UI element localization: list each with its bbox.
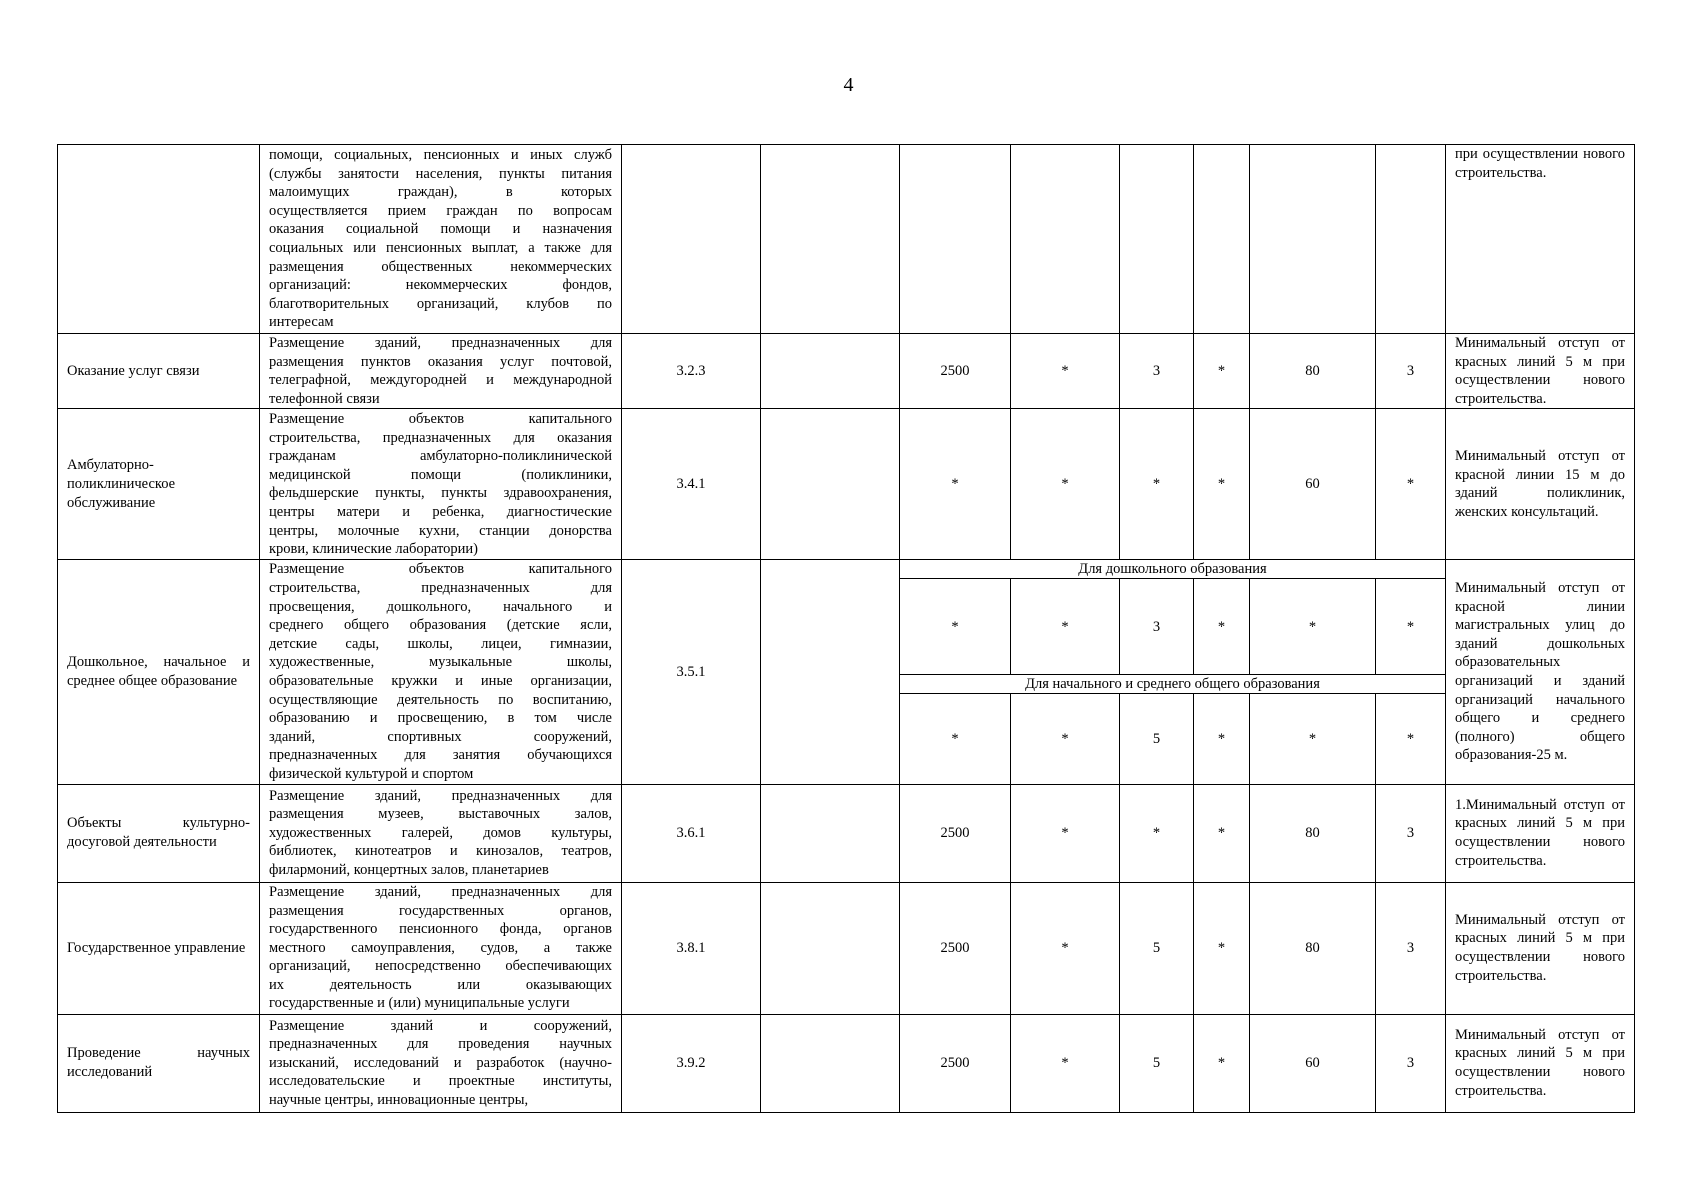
classifier-code-cell: 3.8.1: [622, 882, 761, 1014]
description-line: научные центры, инновационные центры,: [269, 1091, 529, 1108]
table-row: [58, 784, 1635, 882]
parameter-value-cell: 3: [1120, 579, 1194, 675]
parameter-value-cell: 5: [1120, 1014, 1194, 1112]
parameter-value-cell: *: [1194, 694, 1250, 784]
parameter-value-cell: 5: [1120, 882, 1194, 1014]
parameter-value-cell: *: [1011, 409, 1120, 560]
parameter-value-cell: [1250, 145, 1376, 334]
description-line: Размещение зданий, предназначенных для: [269, 883, 612, 900]
use-name-cell: Государственное управление: [58, 882, 260, 1014]
description-line: местного самоуправления, судов, а также: [269, 939, 612, 956]
description-line: Размещение объектов капитального: [269, 561, 612, 578]
parameter-value-cell: *: [1376, 579, 1446, 675]
parameter-value-cell: [761, 334, 900, 409]
note-cell: Минимальный отступ от красных линий 5 м при осуществлении нового строительства.: [1446, 882, 1635, 1014]
parameter-value-cell: 3: [1376, 1014, 1446, 1112]
description-line: помощи, социальных, пенсионных и иных служб: [269, 147, 612, 164]
parameter-value-cell: *: [1011, 694, 1120, 784]
use-name-cell: Оказание услуг связи: [58, 334, 260, 409]
page-number: 4: [843, 74, 854, 96]
description-line: детские сады, школы, лицеи, гимназии,: [269, 635, 612, 652]
parameter-value-cell: 80: [1250, 784, 1376, 882]
parameter-value-cell: [1194, 145, 1250, 334]
parameter-value-cell: [761, 560, 900, 784]
classifier-code-cell: 3.9.2: [622, 1014, 761, 1112]
description-line: организаций, непосредственно обеспечивающих: [269, 958, 612, 975]
parameter-value-cell: *: [1011, 334, 1120, 409]
description-cell: [260, 560, 622, 784]
parameter-value-cell: *: [1194, 334, 1250, 409]
description-line: интересам: [269, 314, 334, 331]
description-line: размещения пунктов оказания услуг почтовой,: [269, 353, 612, 370]
parameter-value-cell: [761, 409, 900, 560]
description-line: государственного пенсионного фонда, органов: [269, 921, 612, 938]
use-name-cell: [58, 145, 260, 334]
parameter-value-cell: 80: [1250, 882, 1376, 1014]
parameter-value-cell: *: [1120, 784, 1194, 882]
description-cell: [260, 145, 622, 334]
parameter-value-cell: 60: [1250, 1014, 1376, 1112]
description-line: исследовательские и проектные институты,: [269, 1073, 612, 1090]
description-line: Размещение зданий, предназначенных для: [269, 787, 612, 804]
description-line: размещения общественных некоммерческих: [269, 258, 612, 275]
description-line: их деятельность или оказывающих: [269, 976, 612, 993]
subsection-heading: Для дошкольного образования: [900, 560, 1446, 579]
description-line: просвещения, дошкольного, начального и: [269, 598, 612, 615]
description-line: образованию и просвещению, в том числе: [269, 710, 612, 727]
description-line: осуществляется прием граждан по вопросам: [269, 202, 612, 219]
table-row: [58, 334, 1635, 409]
parameter-value-cell: 2500: [900, 882, 1011, 1014]
description-line: гражданам амбулаторно-поликлинической: [269, 448, 612, 465]
description-line: (службы занятости населения, пункты питания: [269, 165, 612, 182]
parameter-value-cell: *: [1250, 579, 1376, 675]
description-line: государственные и (или) муниципальные услуги: [269, 995, 570, 1012]
parameter-value-cell: *: [1250, 694, 1376, 784]
description-line: центры, молочные кухни, станции донорства: [269, 522, 612, 539]
description-line: строительства, предназначенных для оказания: [269, 429, 612, 446]
description-cell: [260, 1014, 622, 1112]
description-line: среднего общего образования (детские ясли,: [269, 617, 612, 634]
description-line: оказания социальной помощи и назначения: [269, 221, 612, 238]
use-name-cell: Амбулаторно-поликлиническое обслуживание: [58, 409, 260, 560]
description-line: предназначенных для проведения научных: [269, 1036, 612, 1053]
use-name-cell: Объекты культурно-досуговой деятельности: [58, 784, 260, 882]
note-cell: 1.Минимальный отступ от красных линий 5 м при осуществлении нового строительства.: [1446, 784, 1635, 882]
note-cell: Минимальный отступ от красных линий 5 м при осуществлении нового строительства.: [1446, 1014, 1635, 1112]
parameter-value-cell: *: [1011, 579, 1120, 675]
parameter-value-cell: 60: [1250, 409, 1376, 560]
description-line: телеграфной, междугородней и международной: [269, 372, 612, 389]
use-name-cell: Дошкольное, начальное и среднее общее образование: [58, 560, 260, 784]
classifier-code-cell: 3.6.1: [622, 784, 761, 882]
note-cell: Минимальный отступ от красной линии 15 м до зданий поликлиник, женских консультаций.: [1446, 409, 1635, 560]
use-name-cell: Проведение научных исследований: [58, 1014, 260, 1112]
parameter-value-cell: [1011, 145, 1120, 334]
table-row: [58, 1014, 1635, 1112]
parameter-value-cell: 2500: [900, 784, 1011, 882]
description-line: филармоний, концертных залов, планетариев: [269, 861, 549, 878]
parameter-value-cell: 3: [1376, 882, 1446, 1014]
parameter-value-cell: *: [1194, 409, 1250, 560]
description-line: организаций: некоммерческих фондов,: [269, 277, 612, 294]
description-line: изысканий, исследований и разработок (научно-: [269, 1054, 612, 1071]
description-line: медицинской помощи (поликлиники,: [269, 466, 612, 483]
parameter-value-cell: 2500: [900, 334, 1011, 409]
description-line: Размещение объектов капитального: [269, 411, 612, 427]
land-use-regulations-table: [57, 144, 1635, 1113]
description-line: зданий, спортивных сооружений,: [269, 728, 612, 745]
parameter-value-cell: *: [1194, 882, 1250, 1014]
parameter-value-cell: *: [1120, 409, 1194, 560]
parameter-value-cell: 2500: [900, 1014, 1011, 1112]
description-line: художественных галерей, домов культуры,: [269, 824, 612, 841]
description-line: социальных или пенсионных выплат, а также для: [269, 240, 612, 256]
parameter-value-cell: [761, 882, 900, 1014]
parameter-value-cell: *: [900, 579, 1011, 675]
description-line: фельдшерские пункты, пункты здравоохранения,: [269, 485, 612, 502]
parameter-value-cell: 3: [1120, 334, 1194, 409]
parameter-value-cell: *: [1194, 1014, 1250, 1112]
parameter-value-cell: [900, 145, 1011, 334]
parameter-value-cell: *: [900, 409, 1011, 560]
note-cell: Минимальный отступ от красных линий 5 м при осуществлении нового строительства.: [1446, 334, 1635, 409]
parameter-value-cell: [761, 784, 900, 882]
parameter-value-cell: *: [900, 694, 1011, 784]
classifier-code-cell: 3.4.1: [622, 409, 761, 560]
subsection-heading: Для начального и среднего общего образования: [900, 675, 1446, 694]
note-cell: Минимальный отступ от красной линии магистральных улиц до зданий дошкольных образовательных организаций и зданий организаций начального общего и среднего (полного) общего образования-25 м.: [1446, 560, 1635, 784]
classifier-code-cell: [622, 145, 761, 334]
description-line: Размещение зданий, предназначенных для: [269, 335, 612, 351]
parameter-value-cell: *: [1376, 409, 1446, 560]
description-line: центры матери и ребенка, диагностические: [269, 503, 612, 520]
description-line: крови, клинические лаборатории): [269, 541, 478, 558]
description-line: предназначенных для занятия обучающихся: [269, 747, 612, 764]
parameter-value-cell: *: [1011, 882, 1120, 1014]
parameter-value-cell: 80: [1250, 334, 1376, 409]
table-row: [58, 409, 1635, 560]
parameter-value-cell: [1376, 145, 1446, 334]
description-cell: [260, 409, 622, 560]
parameter-value-cell: [761, 145, 900, 334]
description-line: телефонной связи: [269, 390, 380, 407]
description-line: библиотек, кинотеатров и кинозалов, театров,: [269, 843, 612, 860]
description-line: образовательные кружки и иные организации,: [269, 672, 612, 689]
note-cell: при осуществлении нового строительства.: [1446, 145, 1635, 334]
table-row: [58, 882, 1635, 1014]
description-line: благотворительных организаций, клубов по: [269, 295, 612, 312]
parameter-value-cell: 3: [1376, 784, 1446, 882]
description-cell: [260, 882, 622, 1014]
description-line: художественные, музыкальные школы,: [269, 654, 612, 671]
parameter-value-cell: 3: [1376, 334, 1446, 409]
description-line: размещения государственных органов,: [269, 902, 612, 919]
parameter-value-cell: *: [1194, 579, 1250, 675]
description-line: строительства, предназначенных для: [269, 579, 612, 596]
parameter-value-cell: 5: [1120, 694, 1194, 784]
table-row: [58, 145, 1635, 334]
description-line: размещения музеев, выставочных залов,: [269, 806, 612, 823]
parameter-value-cell: *: [1376, 694, 1446, 784]
classifier-code-cell: 3.5.1: [622, 560, 761, 784]
description-line: физической культурой и спортом: [269, 765, 474, 782]
description-cell: [260, 334, 622, 409]
parameter-value-cell: *: [1011, 1014, 1120, 1112]
parameter-value-cell: *: [1011, 784, 1120, 882]
subsection-heading-row: [58, 560, 1635, 579]
parameter-value-cell: [1120, 145, 1194, 334]
description-cell: [260, 784, 622, 882]
classifier-code-cell: 3.2.3: [622, 334, 761, 409]
parameter-value-cell: *: [1194, 784, 1250, 882]
description-line: малоимущих граждан), в которых: [269, 184, 612, 201]
description-line: Размещение зданий и сооружений,: [269, 1017, 612, 1034]
parameter-value-cell: [761, 1014, 900, 1112]
description-line: осуществляющие деятельность по воспитанию,: [269, 691, 612, 708]
